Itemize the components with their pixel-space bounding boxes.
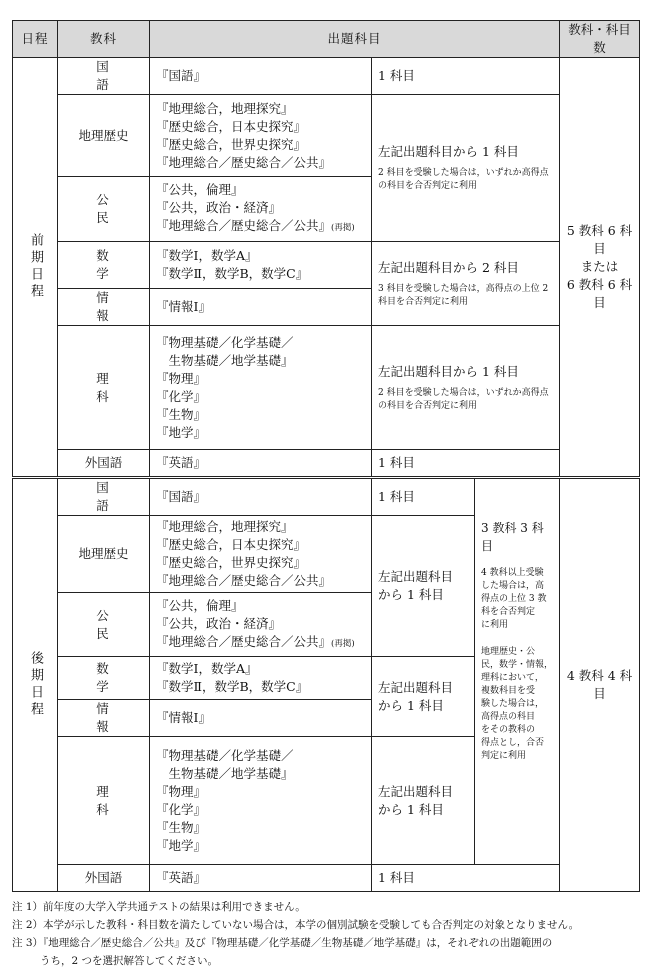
subject-sugaku-koki: 数 学 [58,657,150,700]
materials-kokugo-koki: 『国語』 [150,478,372,516]
schedule-koki: 後期日程 [13,478,58,892]
page [12,20,639,970]
materials-gaikokugo-koki: 『英語』 [150,865,372,892]
materials-sugaku-koki: 『数学Ⅰ，数学A』 『数学Ⅱ，数学B，数学C』 [150,657,372,700]
table-row [13,95,640,177]
selection-rika-koki: 左記出題科目 から 1 科目 [372,737,475,865]
note-3-cont: うち，2 つを選択解答してください。 [40,955,219,967]
subject-gaikokugo-koki: 外国語 [58,865,150,892]
selection-math-info-koki: 左記出題科目 から 1 科目 [372,657,475,737]
materials-chireki-koki: 『地理総合，地理探究』 『歴史総合，日本史探究』 『歴史総合，世界史探究』 『地理総合／歴史総合／公共』 [150,516,372,593]
note-2: 注 2）本学が示した教科・科目数を満たしていない場合は，本学の個別試験を受験しても合否判定の対象となりません。 [12,919,580,931]
table-row [13,242,640,289]
subject-kokugo: 国 語 [58,58,150,95]
subject-chireki: 地理歴史 [58,95,150,177]
schedule-zenki: 前期日程 [13,58,58,478]
subject-gaikokugo: 外国語 [58,450,150,478]
header-subject: 教科 [58,21,150,58]
table-row [13,450,640,478]
subject-joho: 情 報 [58,289,150,326]
materials-gaikokugo: 『英語』 [150,450,372,478]
selection-kokugo-koki: 1 科目 [372,478,475,516]
table-header-row [13,21,640,58]
materials-kokugo: 『国語』 [150,58,372,95]
header-schedule: 日程 [13,21,58,58]
selection-rika: 左記出題科目から 1 科目 2 科目を受験した場合は，いずれか高得点の科目を合否判定に利用 [372,326,560,450]
subject-sugaku: 数 学 [58,242,150,289]
table-row [13,865,640,892]
subject-rika: 理 科 [58,326,150,450]
materials-komin-koki: 『公共，倫理』 『公共，政治・経済』 『地理総合／歴史総合／公共』(再掲) [150,593,372,657]
materials-rika: 『物理基礎／化学基礎／ 生物基礎／地学基礎』 『物理』 『化学』 『生物』 『地学』 [150,326,372,450]
selection-shakai: 左記出題科目から 1 科目 2 科目を受験した場合は，いずれか高得点の科目を合否判定に利用 [372,95,560,242]
materials-chireki: 『地理総合，地理探究』 『歴史総合，日本史探究』 『歴史総合，世界史探究』 『地理総合／歴史総合／公共』 [150,95,372,177]
table-row [13,58,640,95]
subject-chireki-koki: 地理歴史 [58,516,150,593]
selection-math-info: 左記出題科目から 2 科目 3 科目を受験した場合は，高得点の上位 2 科目を合否判定に利用 [372,242,560,326]
table-row [13,326,640,450]
count-zenki: 5 教科 6 科目 または 6 教科 6 科目 [560,58,640,478]
materials-sugaku: 『数学Ⅰ，数学A』 『数学Ⅱ，数学B，数学C』 [150,242,372,289]
selection-gaikokugo-koki: 1 科目 [372,865,560,892]
subject-joho-koki: 情 報 [58,700,150,737]
subject-rika-koki: 理 科 [58,737,150,865]
header-count: 教科・科目数 [560,21,640,58]
subject-komin: 公 民 [58,177,150,242]
table-row [13,478,640,516]
materials-joho-koki: 『情報Ⅰ』 [150,700,372,737]
selection-kokugo: 1 科目 [372,58,560,95]
footnotes [12,898,639,970]
group-rule-koki: 3 教科 3 科目 4 教科以上受験 した場合は，高 得点の上位 3 教 科を合否判定 に利用 地理歴史・公 民，数学・情報， 理科において， 複数科目を受 験した場合は， 高得点の科目 をその教科の 得点とし，合否 判定に利用 [475,478,560,865]
note-3: 注 3）『地理総合／歴史総合／公共』及び『物理基礎／化学基礎／生物基礎／地学基礎』は，それぞれの出題範囲の [12,937,553,949]
subject-kokugo-koki: 国 語 [58,478,150,516]
materials-komin: 『公共，倫理』 『公共，政治・経済』 『地理総合／歴史総合／公共』(再掲) [150,177,372,242]
materials-joho: 『情報Ⅰ』 [150,289,372,326]
header-questions: 出題科目 [150,21,560,58]
materials-rika-koki: 『物理基礎／化学基礎／ 生物基礎／地学基礎』 『物理』 『化学』 『生物』 『地学』 [150,737,372,865]
selection-gaikokugo: 1 科目 [372,450,560,478]
selection-shakai-koki: 左記出題科目 から 1 科目 [372,516,475,657]
exam-subjects-table [12,20,640,892]
count-koki: 4 教科 4 科目 [560,478,640,892]
subject-komin-koki: 公 民 [58,593,150,657]
note-1: 注 1）前年度の大学入学共通テストの結果は利用できません。 [12,901,306,913]
